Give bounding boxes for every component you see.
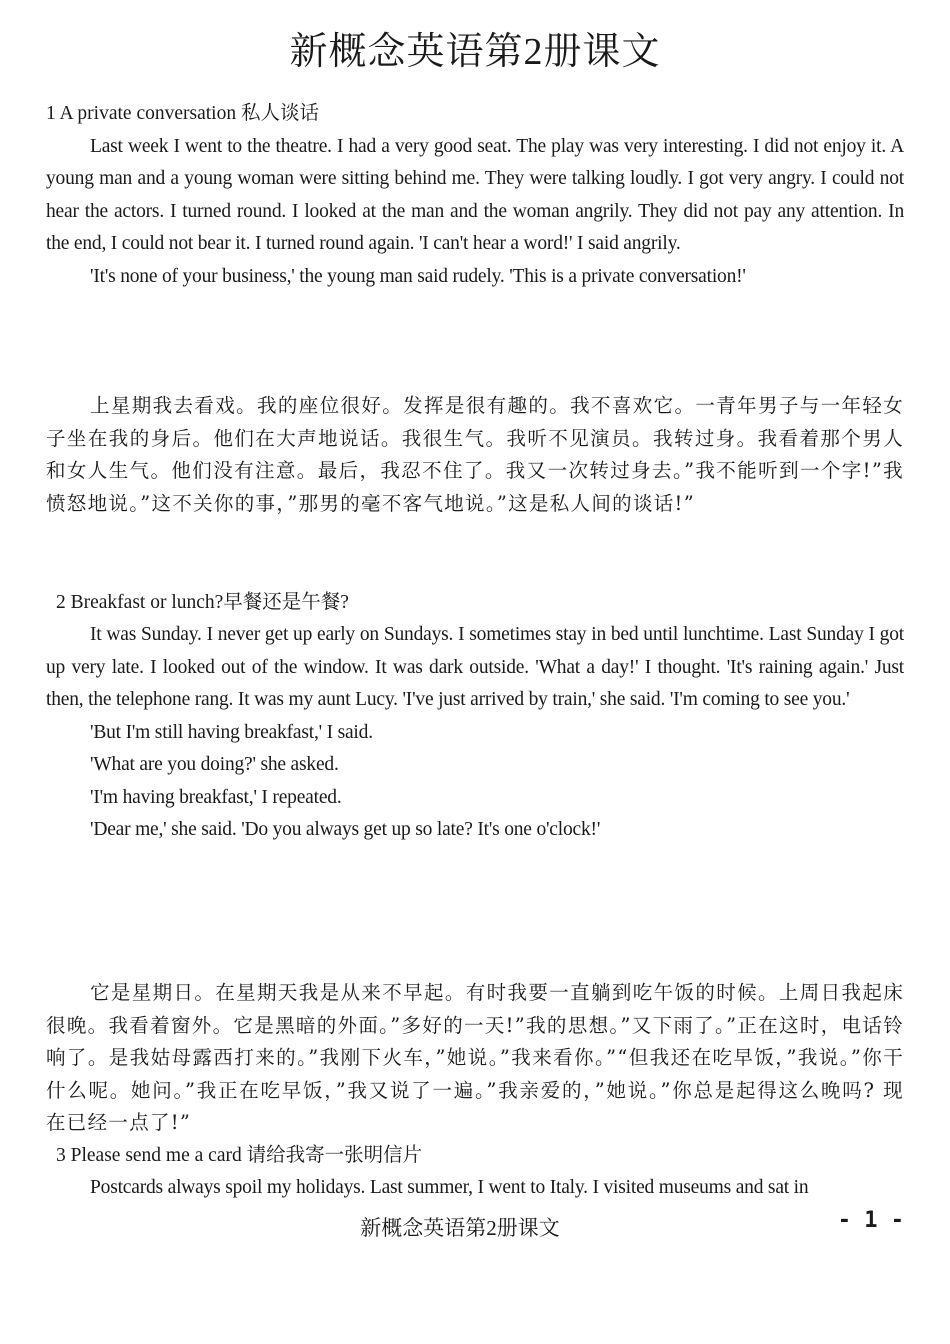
lesson-1-chinese xyxy=(46,390,904,520)
lesson-3-heading-wrap xyxy=(56,1140,904,1173)
footer-title: 新概念英语第2册课文 xyxy=(360,1216,560,1240)
paragraph: 'I'm having breakfast,' I repeated. xyxy=(90,786,342,808)
lesson-2-heading-wrap xyxy=(56,587,904,620)
paragraph: Last week I went to the theatre. I had a very good seat. The play was very interesting. I did not enjoy it. A young man and a young woman were sitting behind me. They were talking loudly. I got very angry. I could not hear the actors. I turned round. I looked at the man and the woman angrily. They did not pay any attention. In the end, I could not bear it. I turned round again. 'I can't hear a word!' I said angrily. xyxy=(46,135,904,254)
lesson-1 xyxy=(46,98,904,293)
paragraph: 'It's none of your business,' the young man said rudely. 'This is a private conversation!' xyxy=(90,265,746,287)
paragraph: 它是星期日。在星期天我是从来不早起。有时我要一直躺到吃午饭的时候。上周日我起床很晚。我看着窗外。它是黑暗的外面。”多好的一天!”我的思想。”又下雨了。”正在这时，电话铃响了。是我姑母露西打来的。”我刚下火车，”她说。”我来看你。”“但我还在吃早饭，”我说。”你干什么呢。她问。”我正在吃早饭，”我又说了一遍。”我亲爱的，”她说。”你总是起得这么晚吗? 现在已经一点了!” xyxy=(46,981,904,1134)
paragraph: 'What are you doing?' she asked. xyxy=(90,754,339,775)
lesson-1-english xyxy=(46,131,904,294)
paragraph: 'But I'm still having breakfast,' I said. xyxy=(90,721,373,743)
paragraph: 上星期我去看戏。我的座位很好。发挥是很有趣的。我不喜欢它。一青年男子与一年轻女子坐在我的身后。他们在大声地说话。我很生气。我听不见演员。我转过身。我看着那个男人和女人生气。他们没有注意。最后，我忍不住了。我又一次转过身去。”我不能听到一个字!”我愤怒地说。”这不关你的事，”那男的毫不客气地说。”这是私人间的谈话!” xyxy=(46,394,904,515)
paragraph: It was Sunday. I never get up early on Sundays. I sometimes stay in bed until lunchtime. Last Sunday I got up very late. I looked out of the window. It was dark outside. 'What a day!' I thought. 'It's raining again.' Just then, the telephone rang. It was my aunt Lucy. 'I've just arrived by train,' she said. 'I'm coming to see you.' xyxy=(46,624,904,710)
paragraph: Postcards always spoil my holidays. Last summer, I went to Italy. I visited museums and sat in xyxy=(90,1177,809,1198)
lesson-2-english xyxy=(46,619,904,847)
lesson-3-heading: 3 Please send me a card 请给我寄一张明信片 xyxy=(56,1145,423,1166)
page-number: - 1 - xyxy=(837,1208,904,1233)
paragraph: 'Dear me,' she said. 'Do you always get up so late? It's one o'clock!' xyxy=(90,819,601,840)
document-title: 新概念英语第2册课文 xyxy=(289,31,661,73)
lesson-2-chinese xyxy=(46,977,904,1140)
lesson-1-heading: 1 A private conversation 私人谈话 xyxy=(46,103,319,124)
lesson-3-english xyxy=(46,1172,904,1205)
lesson-2-heading: 2 Breakfast or lunch?早餐还是午餐? xyxy=(56,592,349,613)
